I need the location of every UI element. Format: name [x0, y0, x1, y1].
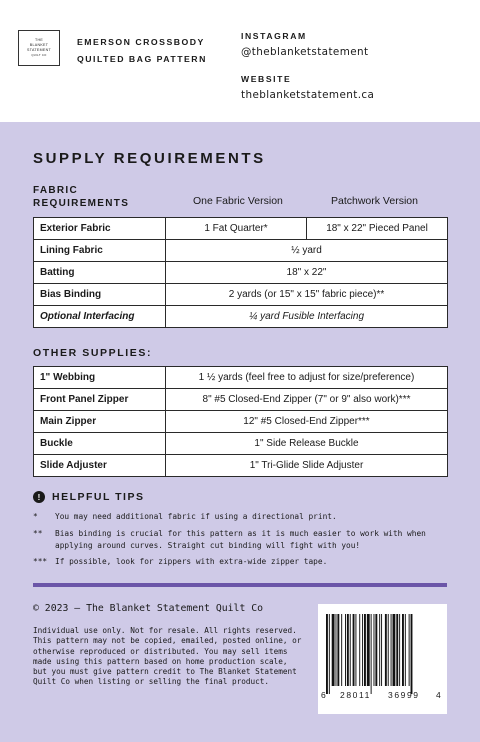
barcode-bar [364, 614, 366, 686]
list-item [33, 528, 445, 552]
barcode-bar [371, 614, 372, 694]
exclamation-icon: ! [33, 491, 45, 503]
row-label: 1" Webbing [34, 367, 166, 389]
barcode-bar [399, 614, 400, 686]
barcode-digit-last: 4 [436, 690, 441, 700]
other-supplies-title: OTHER SUPPLIES: [33, 347, 153, 359]
barcode-bar [329, 614, 330, 694]
fabric-table [33, 217, 448, 328]
header [0, 0, 480, 122]
barcode-bar [411, 614, 413, 694]
row-label: Front Panel Zipper [34, 389, 166, 411]
row-label: Exterior Fabric [34, 218, 166, 240]
website-link[interactable]: theblanketstatement.ca [241, 89, 375, 101]
accent-divider [33, 583, 447, 587]
table-row [34, 306, 448, 328]
row-label: Main Zipper [34, 411, 166, 433]
barcode-bar [379, 614, 380, 686]
barcode-bar [367, 614, 370, 686]
brand-logo [18, 30, 60, 66]
table-row [34, 367, 448, 389]
barcode-bar [409, 614, 410, 686]
tip-text: You may need additional fabric if using a directional print. [55, 512, 337, 521]
contact-info [241, 31, 374, 101]
table-row [34, 284, 448, 306]
other-supplies-table [33, 366, 448, 477]
row-label: Lining Fabric [34, 240, 166, 262]
row-value: 12" #5 Closed-End Zipper*** [166, 411, 448, 433]
table-row [34, 389, 448, 411]
instagram-handle[interactable]: @theblanketstatement [241, 46, 369, 58]
barcode-bar [381, 614, 382, 686]
barcode-bar [345, 614, 346, 686]
barcode-bar [341, 614, 342, 686]
row-value: 2 yards (or 15" x 15" fabric piece)** [166, 284, 448, 306]
row-value: 18" x 22" [166, 262, 448, 284]
barcode-bar [374, 614, 375, 686]
tip-marker: * [33, 512, 38, 521]
barcode-bar [347, 614, 349, 686]
fabric-title-line1: FABRIC [33, 185, 79, 196]
table-row [34, 240, 448, 262]
column-header-patchwork: Patchwork Version [331, 195, 418, 207]
tip-marker: *** [33, 557, 48, 566]
fabric-requirements-title [33, 184, 129, 210]
barcode-bar [396, 614, 398, 686]
barcode-bar [350, 614, 351, 686]
website-label: WEBSITE [241, 74, 292, 84]
fabric-title-line2: REQUIREMENTS [33, 198, 130, 209]
list-item [33, 511, 445, 523]
barcode-bar [326, 614, 328, 694]
row-value: ¼ yard Fusible Interfacing [166, 306, 448, 328]
row-label: Optional Interfacing [34, 306, 166, 328]
logo-line: QUILT CO [31, 53, 47, 58]
supply-title: SUPPLY REQUIREMENTS [33, 150, 266, 167]
barcode-bar [353, 614, 355, 686]
row-value-one: 1 Fat Quarter* [166, 218, 307, 240]
barcode [318, 604, 447, 714]
list-item [33, 556, 445, 568]
table-row [34, 218, 448, 240]
logo-line: BLANKET [29, 42, 49, 47]
table-row [34, 411, 448, 433]
row-value: 1 ½ yards (feel free to adjust for size/preference) [166, 367, 448, 389]
row-label: Buckle [34, 433, 166, 455]
pattern-title [77, 34, 207, 68]
logo-line: STATEMENT [27, 47, 51, 52]
barcode-bar [362, 614, 363, 686]
column-header-one-fabric: One Fabric Version [193, 195, 283, 207]
barcode-bar [336, 614, 337, 686]
table-row [34, 433, 448, 455]
tip-text: Bias binding is crucial for this pattern as it is much easier to work with when applying around curves. Straight cut binding will fight with you! [55, 529, 426, 550]
logo-line: THE [34, 38, 44, 43]
barcode-digit-first: 6 [321, 690, 326, 700]
tip-text: If possible, look for zippers with extra-wide zipper tape. [55, 557, 328, 566]
helpful-tips-heading [33, 491, 144, 503]
barcode-bar [385, 614, 387, 686]
tip-marker: ** [33, 529, 43, 538]
row-label: Batting [34, 262, 166, 284]
barcode-group-right: 36999 [388, 690, 420, 700]
row-value: 1" Side Release Buckle [166, 433, 448, 455]
barcode-bar [332, 614, 335, 686]
table-row [34, 455, 448, 477]
table-row [34, 262, 448, 284]
pattern-title-line2: QUILTED BAG PATTERN [77, 54, 207, 64]
row-value: 1" Tri-Glide Slide Adjuster [166, 455, 448, 477]
barcode-bar [405, 614, 406, 686]
barcode-bar [355, 614, 356, 686]
legal-text: Individual use only. Not for resale. All rights reserved. This pattern may not be copied, emailed, posted online, or otherwise reproduced or distributed. You may sell items made using this pattern based on home production scale, but you must give pattern credit to The Blanket Statement Quilt Co when listing or selling the final product. [33, 626, 302, 687]
tips-title: HELPFUL TIPS [52, 491, 145, 503]
barcode-bar [359, 614, 360, 686]
barcode-bars-icon [326, 614, 439, 694]
barcode-bar [388, 614, 389, 686]
barcode-bar [337, 614, 339, 686]
barcode-bar [402, 614, 404, 686]
instagram-label: INSTAGRAM [241, 31, 307, 41]
row-label: Bias Binding [34, 284, 166, 306]
barcode-bar [393, 614, 396, 686]
barcode-bar [391, 614, 392, 686]
pattern-title-line1: EMERSON CROSSBODY [77, 37, 205, 47]
row-value-patch: 18" x 22" Pieced Panel [307, 218, 448, 240]
barcode-bar [375, 614, 377, 686]
row-value: 8" #5 Closed-End Zipper (7" or 9" also work)*** [166, 389, 448, 411]
copyright-notice: © 2023 – The Blanket Statement Quilt Co [33, 603, 264, 614]
barcode-group-left: 28011 [340, 690, 372, 700]
row-value: ½ yard [166, 240, 448, 262]
row-label: Slide Adjuster [34, 455, 166, 477]
